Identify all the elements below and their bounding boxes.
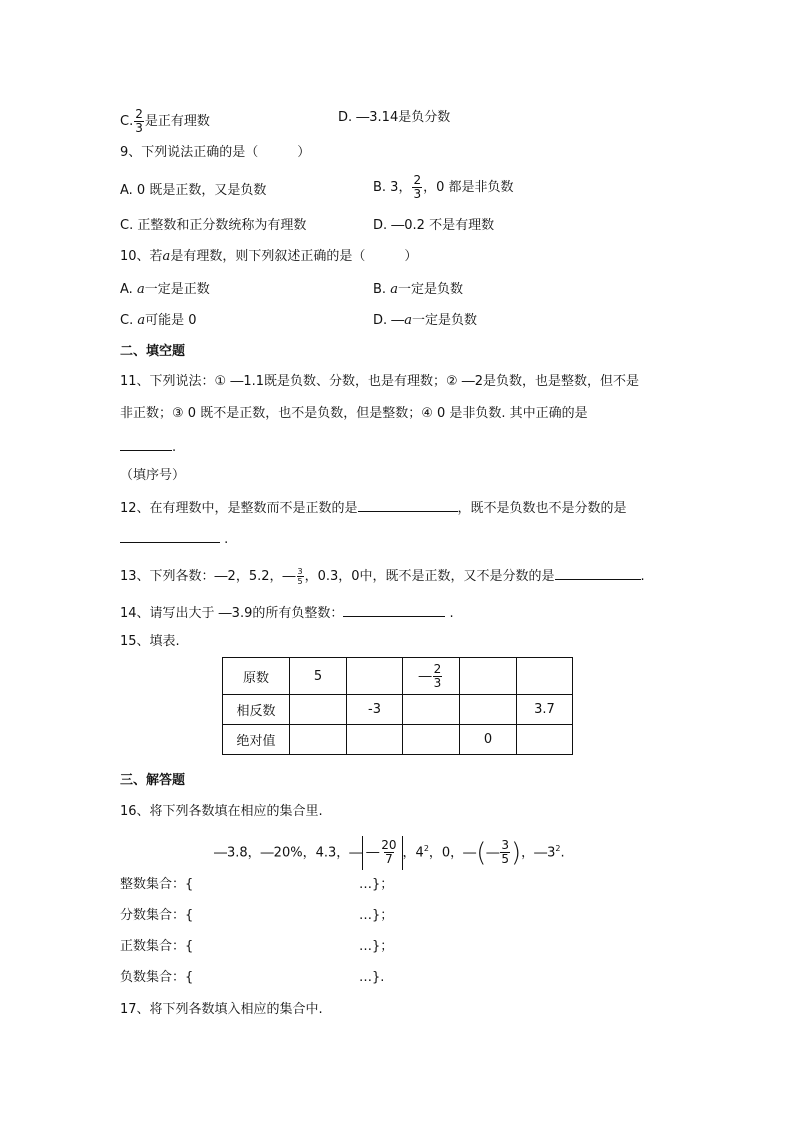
option-label: D. ― [373, 313, 405, 328]
answer-blank[interactable] [555, 565, 641, 580]
absolute-value [362, 836, 402, 870]
q13 [120, 565, 645, 587]
set-label: 整数集合：{ [120, 877, 194, 892]
numerator: 3 [501, 838, 509, 853]
q9-option-c: C. 正整数和正分数统称为有理数 [120, 218, 307, 233]
set-label: 正数集合：{ [120, 939, 194, 954]
question-text: ，0.3，0中，既不是正数，又不是分数的是 [304, 569, 555, 584]
table-row [223, 658, 573, 695]
section-heading-solve: 三、解答题 [120, 773, 186, 788]
question-text: 14、请写出大于 ―3.9的所有负整数： [120, 606, 344, 621]
table-cell[interactable] [460, 695, 517, 725]
numerator: 3 [297, 567, 303, 576]
table-cell[interactable] [347, 725, 403, 755]
question-text: 12、在有理数中，是整数而不是正数的是 [120, 501, 358, 516]
denominator: 5 [501, 852, 509, 867]
set-label: 分数集合：{ [120, 908, 194, 923]
stem-text: 10、若 [120, 249, 163, 264]
table-cell[interactable] [517, 725, 573, 755]
table-row [223, 695, 573, 725]
variable: a [390, 282, 398, 297]
set-positive-end: …}； [359, 939, 394, 954]
fraction [134, 108, 144, 135]
variable: a [162, 249, 171, 264]
q17-stem: 17、将下列各数填入相应的集合中. [120, 1002, 323, 1017]
set-label: 负数集合：{ [120, 970, 194, 985]
q9-option-d: D. ―0.2 不是有理数 [373, 218, 495, 233]
table-cell[interactable] [290, 695, 347, 725]
q9-option-a: A. 0 既是正数，又是负数 [120, 183, 267, 198]
option-label: C. [120, 313, 134, 328]
q10-option-c [120, 311, 197, 331]
section-heading-fill-blank: 二、填空题 [120, 344, 186, 359]
denominator: 3 [413, 187, 422, 201]
option-label: B. [373, 282, 387, 297]
row-label-absolute: 绝对值 [223, 725, 290, 755]
q10-option-b [373, 280, 463, 300]
minus-sign: ― [366, 844, 380, 860]
denominator: 3 [135, 121, 143, 135]
answer-blank[interactable] [120, 436, 172, 451]
q8-option-c [120, 108, 210, 135]
table-cell[interactable] [403, 695, 460, 725]
q9-stem: 9、下列说法正确的是（ ） [120, 145, 311, 160]
right-paren: ) [510, 837, 522, 868]
q14 [120, 602, 454, 624]
variable: a [137, 313, 146, 328]
question-text: 13、下列各数：―2，5.2，― [120, 569, 296, 584]
q10-option-d [373, 311, 477, 331]
q9-option-b [373, 174, 514, 201]
denominator: 5 [297, 577, 303, 586]
row-label-original: 原数 [223, 658, 290, 695]
set-positive [120, 937, 193, 957]
fraction [433, 663, 443, 690]
number-list-text: ，4 [402, 845, 424, 861]
answer-blank[interactable] [120, 528, 220, 543]
row-label-opposite: 相反数 [223, 695, 290, 725]
option-text: 是正有理数 [144, 114, 210, 129]
fraction [297, 567, 304, 586]
fraction [380, 839, 397, 866]
numerator: 20 [381, 837, 397, 852]
table-cell [403, 658, 460, 695]
option-text: 一定是负数 [412, 313, 478, 328]
minus-sign: ― [418, 668, 432, 684]
table-cell[interactable]: 5 [290, 658, 347, 695]
fill-table [222, 657, 573, 755]
table-cell: 0 [460, 725, 517, 755]
table-cell[interactable] [517, 658, 573, 695]
exponent: 2 [423, 844, 429, 853]
numerator: 2 [135, 107, 143, 121]
table-cell: 3.7 [517, 695, 573, 725]
q8-option-d: D. ―3.14是负分数 [338, 110, 451, 125]
q12-line-1 [120, 497, 627, 519]
set-fraction-end: …}； [359, 908, 394, 923]
denominator: 7 [385, 851, 393, 866]
table-row [223, 725, 573, 755]
punctuation: . [640, 569, 645, 584]
option-text: B. 3， [373, 180, 412, 195]
number-list-text: ，0，― [428, 845, 477, 861]
punctuation: . [224, 532, 229, 547]
set-negative-end: …}. [359, 970, 385, 985]
numerator: 2 [433, 661, 442, 676]
set-integer [120, 875, 193, 895]
set-integer-end: …}； [359, 877, 394, 892]
table-cell[interactable] [460, 658, 517, 695]
set-fraction [120, 906, 193, 926]
answer-blank[interactable] [343, 602, 445, 617]
q10-option-a [120, 280, 210, 300]
q11-line-3 [120, 436, 176, 458]
q16-number-list [214, 832, 565, 870]
number-list-text: ，―3 [521, 845, 556, 861]
q11-note: （填序号） [120, 468, 186, 483]
denominator: 3 [433, 675, 442, 690]
option-text: ，0 都是非负数 [423, 180, 514, 195]
exponent: 2 [555, 844, 561, 853]
left-paren: ( [476, 837, 487, 868]
set-negative [120, 968, 193, 988]
option-label: A. [120, 282, 133, 297]
option-text: 一定是负数 [397, 282, 463, 297]
q15-stem: 15、填表. [120, 634, 180, 649]
variable: a [136, 282, 145, 297]
punctuation: . [449, 606, 454, 621]
option-text: 一定是正数 [144, 282, 210, 297]
q12-line-2 [120, 528, 228, 550]
q11-line-2: 非正数；③ 0 既不是正数，也不是负数，但是整数；④ 0 是非负数. 其中正确的是 [120, 406, 588, 421]
minus-sign: ― [486, 845, 500, 861]
variable: a [404, 313, 413, 328]
answer-blank[interactable] [358, 497, 458, 512]
table-cell[interactable] [403, 725, 460, 755]
fraction [412, 174, 422, 201]
table-cell: -3 [347, 695, 403, 725]
fraction [500, 839, 510, 866]
table-cell[interactable] [347, 658, 403, 695]
q16-stem: 16、将下列各数填在相应的集合里. [120, 804, 323, 819]
stem-text: 是有理数，则下列叙述正确的是（ ） [170, 249, 418, 264]
punctuation: . [172, 440, 177, 455]
question-text: ，既不是负数也不是分数的是 [457, 501, 627, 516]
table-cell[interactable] [290, 725, 347, 755]
punctuation: . [560, 845, 565, 861]
option-label: C. [120, 114, 134, 129]
number-list-text: ―3.8，―20%，4.3，― [214, 845, 363, 861]
option-text: 可能是 0 [145, 313, 197, 328]
q10-stem [120, 247, 417, 267]
q11-line-1: 11、下列说法：① ―1.1既是负数、分数，也是有理数；② ―2是负数，也是整数，但不是 [120, 374, 640, 389]
numerator: 2 [413, 173, 422, 187]
